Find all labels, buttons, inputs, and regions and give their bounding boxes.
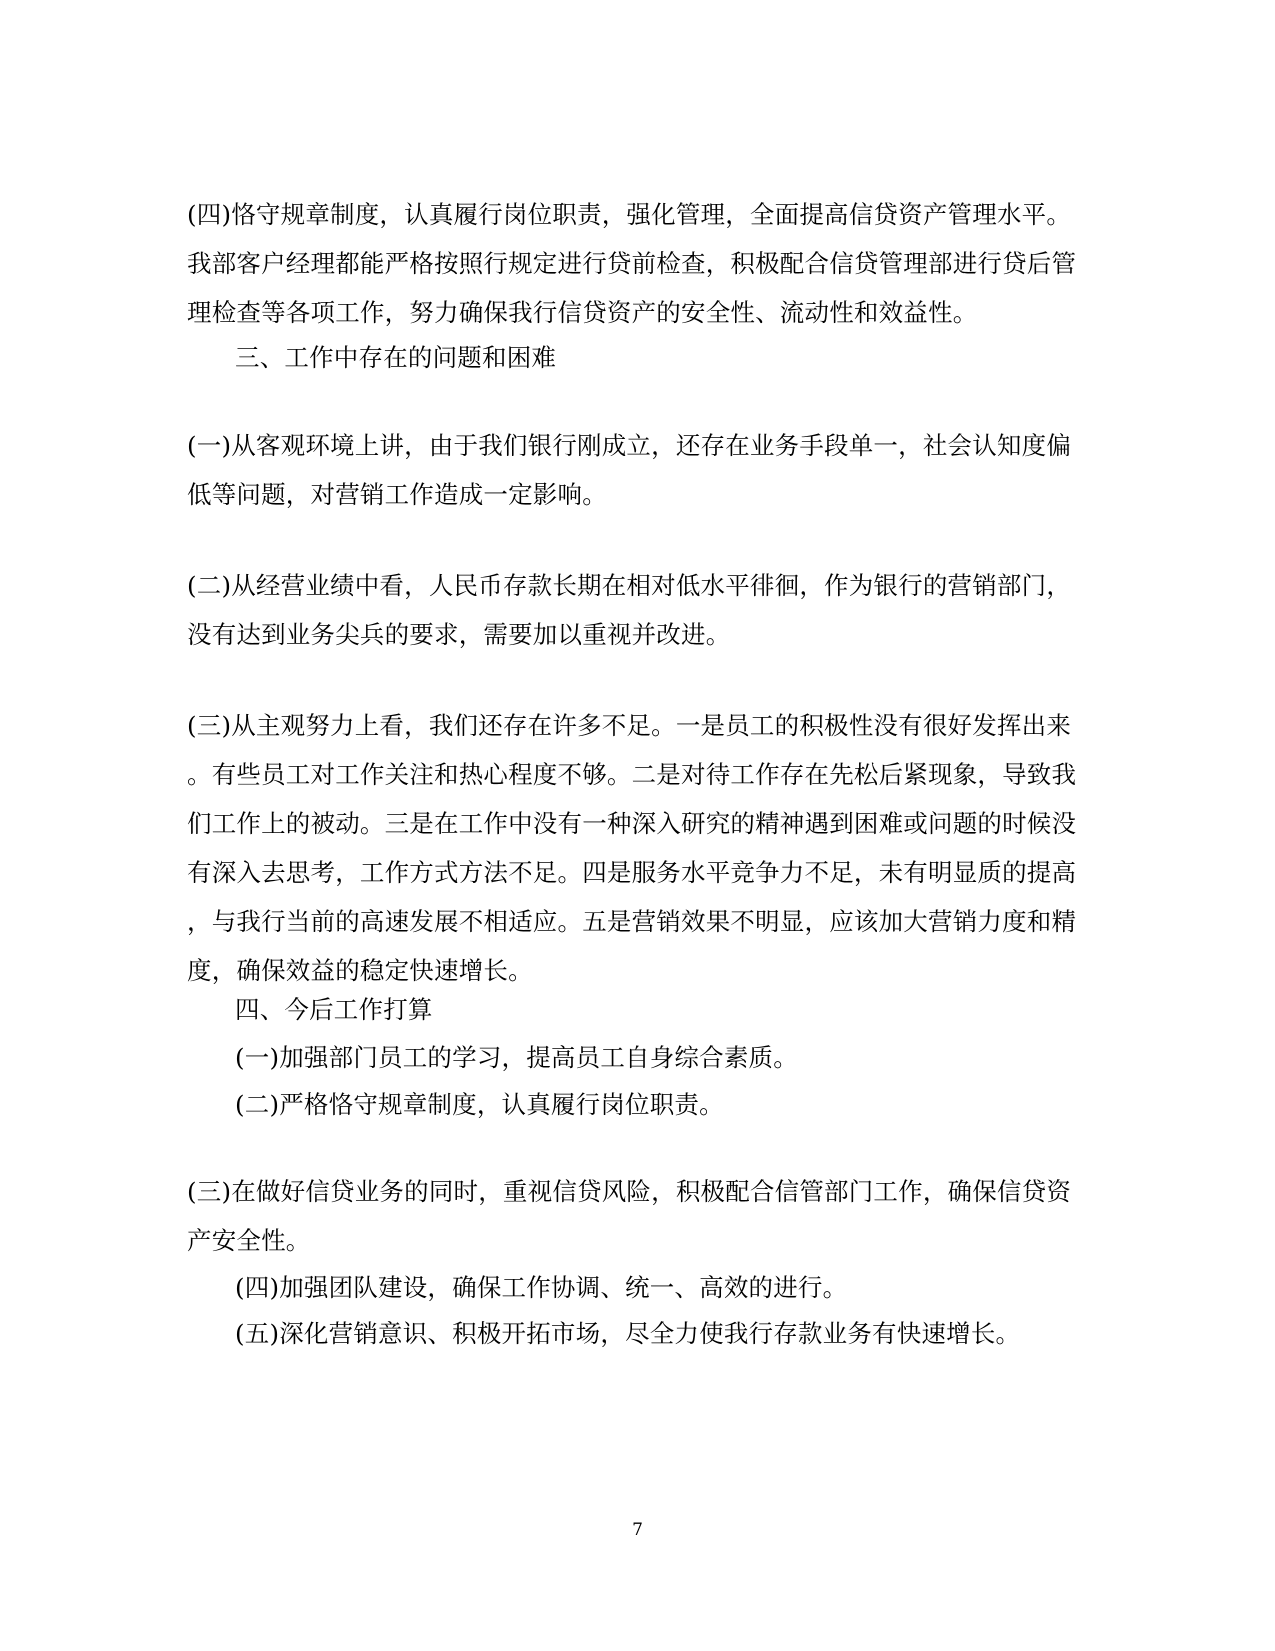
section-heading-problems: [235, 333, 1135, 382]
text-line: 。有些员工对工作关注和热心程度不够。二是对待工作存在先松后紧现象，导致我: [187, 760, 1077, 789]
text-line: (四)恪守规章制度，认真履行岗位职责，强化管理，全面提高信贷资产管理水平。: [187, 200, 1072, 229]
text-line: 们工作上的被动。三是在工作中没有一种深入研究的精神遇到困难或问题的时候没: [187, 809, 1077, 838]
text-line: (二)严格恪守规章制度，认真履行岗位职责。: [235, 1090, 724, 1119]
text-line: (二)从经营业绩中看，人民币存款长期在相对低水平徘徊，作为银行的营销部门，: [187, 571, 1072, 600]
text-line: 我部客户经理都能严格按照行规定进行贷前检查，积极配合信贷管理部进行贷后管: [187, 249, 1077, 278]
paragraph-subjective-effort: [187, 701, 1087, 995]
heading-text: 四、今后工作打算: [235, 995, 433, 1024]
paragraph-compliance-management: [187, 190, 1087, 337]
plan-item-4: [235, 1263, 1135, 1312]
plan-item-2: [235, 1080, 1135, 1129]
page-number: 7: [632, 1520, 643, 1540]
text-line: 低等问题，对营销工作造成一定影响。: [187, 480, 607, 509]
text-line: (三)从主观努力上看，我们还存在许多不足。一是员工的积极性没有很好发挥出来: [187, 711, 1072, 740]
plan-item-5: [235, 1309, 1135, 1358]
paragraph-objective-environment: [187, 421, 1087, 519]
plan-item-3: [187, 1167, 1087, 1265]
text-line: 有深入去思考，工作方式方法不足。四是服务水平竞争力不足，未有明显质的提高: [187, 858, 1077, 887]
text-line: ，与我行当前的高速发展不相适应。五是营销效果不明显，应该加大营销力度和精: [187, 907, 1077, 936]
text-line: (三)在做好信贷业务的同时，重视信贷风险，积极配合信管部门工作，确保信贷资: [187, 1177, 1072, 1206]
plan-item-1: [235, 1033, 1135, 1082]
text-line: (一)从客观环境上讲，由于我们银行刚成立，还存在业务手段单一，社会认知度偏: [187, 431, 1072, 460]
text-line: (一)加强部门员工的学习，提高员工自身综合素质。: [235, 1043, 798, 1072]
heading-text: 三、工作中存在的问题和困难: [235, 343, 557, 372]
text-line: 理检查等各项工作，努力确保我行信贷资产的安全性、流动性和效益性。: [187, 298, 978, 327]
text-line: (四)加强团队建设，确保工作协调、统一、高效的进行。: [235, 1273, 848, 1302]
section-heading-future-plans: [235, 985, 1135, 1034]
text-line: 没有达到业务尖兵的要求，需要加以重视并改进。: [187, 620, 731, 649]
paragraph-business-performance: [187, 561, 1087, 659]
text-line: 产安全性。: [187, 1226, 311, 1255]
text-line: (五)深化营销意识、积极开拓市场，尽全力使我行存款业务有快速增长。: [235, 1319, 1021, 1348]
text-line: 度，确保效益的稳定快速增长。: [187, 956, 533, 985]
